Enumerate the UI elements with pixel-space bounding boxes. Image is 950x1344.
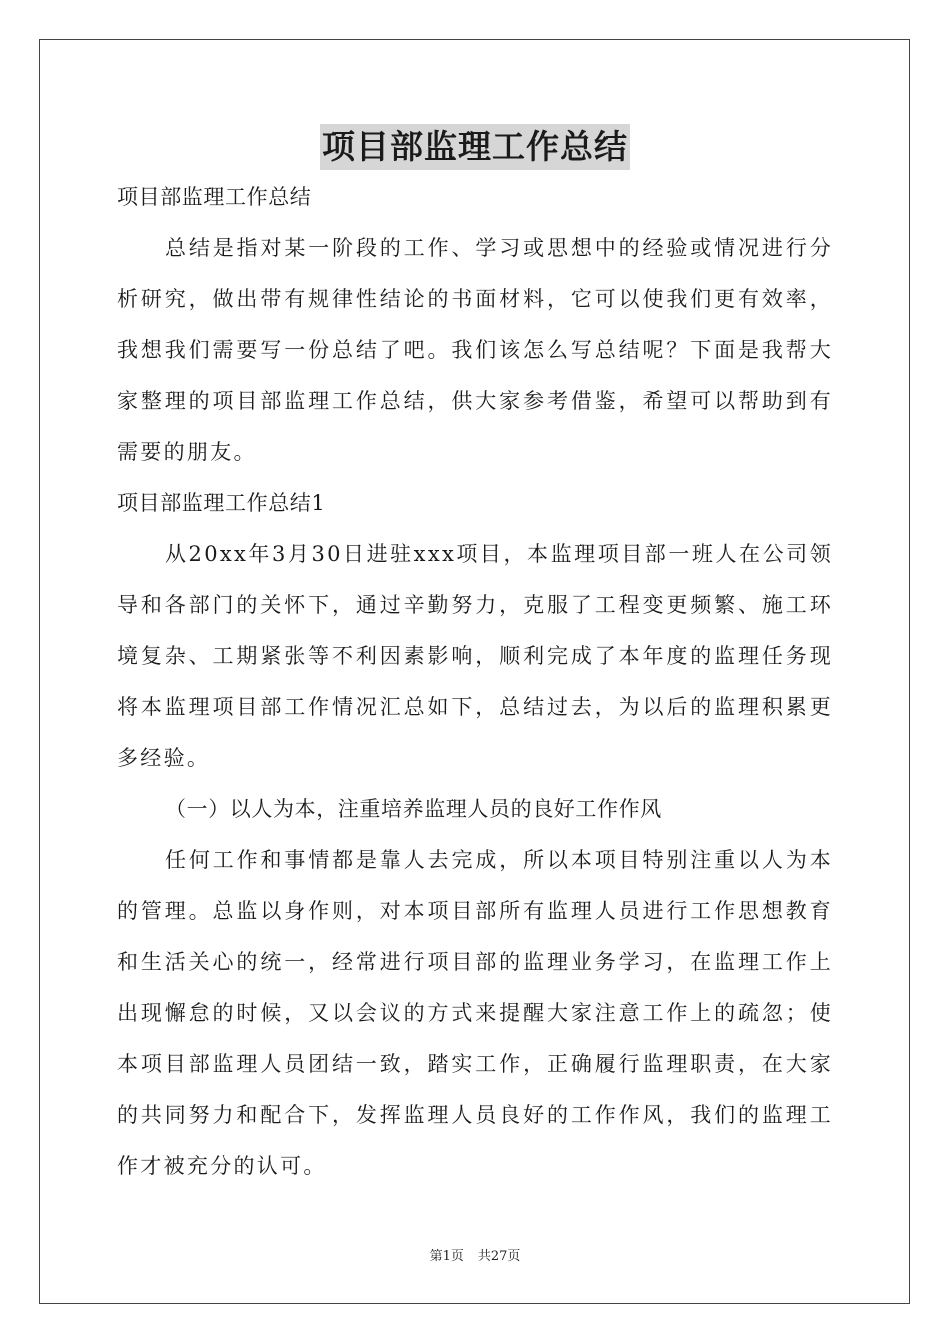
- body-paragraph: 总结是指对某一阶段的工作、学习或思想中的经验或情况进行分析研究，做出带有规律性结论的书面材料，它可以使我们更有效率，我想我们需要写一份总结了吧。我们该怎么写总结呢？下面是我帮大家整理的项目部监理工作总结，供大家参考借鉴，希望可以帮助到有需要的朋友。: [117, 236, 833, 464]
- subsection-heading: （一）以人为本，注重培养监理人员的良好工作作风: [165, 797, 662, 821]
- body-paragraph: 从20xx年3月30日进驻xxx项目，本监理项目部一班人在公司领导和各部门的关怀下，通过辛勤努力，克服了工程变更频繁、施工环境复杂、工期紧张等不利因素影响，顺利完成了本年度的监理任务现将本监理项目部工作情况汇总如下，总结过去，为以后的监理积累更多经验。: [117, 542, 833, 770]
- section-heading: 项目部监理工作总结1: [117, 491, 326, 515]
- document-title: 项目部监理工作总结: [320, 124, 630, 170]
- page-footer: [0, 1245, 950, 1264]
- section-heading: 项目部监理工作总结: [117, 185, 312, 209]
- document-body: [117, 172, 833, 1192]
- page-total: 共27页: [477, 1249, 521, 1264]
- body-paragraph: 任何工作和事情都是靠人去完成，所以本项目特别注重以人为本的管理。总监以身作则，对本项目部所有监理人员进行工作思想教育和生活关心的统一，经常进行项目部的监理业务学习，在监理工作上出现懈怠的时候，又以会议的方式来提醒大家注意工作上的疏忽；使本项目部监理人员团结一致，踏实工作，正确履行监理职责，在大家的共同努力和配合下，发挥监理人员良好的工作作风，我们的监理工作才被充分的认可。: [117, 848, 833, 1178]
- title-container: [0, 124, 950, 170]
- page-number: 第1页: [429, 1249, 464, 1264]
